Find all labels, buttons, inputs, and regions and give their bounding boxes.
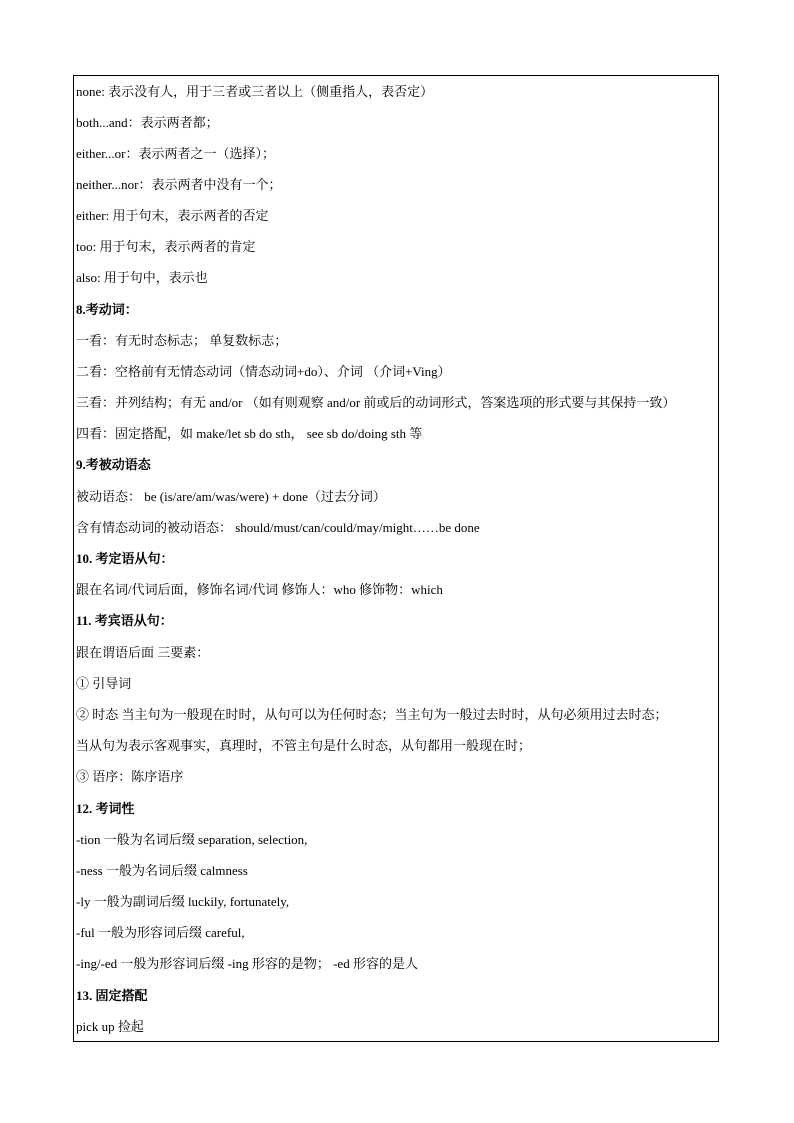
text-line: 当从句为表示客观事实，真理时，不管主句是什么时态，从句都用一般现在时； [76, 738, 532, 753]
text-line: ③ 语序：陈序语序 [76, 769, 184, 784]
text-line: 跟在名词/代词后面，修饰名词/代词 修饰人：who 修饰物：which [76, 582, 443, 597]
section-heading: 12. 考词性 [76, 801, 135, 816]
text-line: 含有情态动词的被动语态： should/must/can/could/may/might……be done [76, 520, 480, 535]
section-heading: 13. 固定搭配 [76, 988, 148, 1003]
text-line: 二看：空格前有无情态动词（情态动词+do）、介词 （介词+Ving） [76, 364, 451, 379]
text-line: -tion 一般为名词后缀 separation, selection, [76, 832, 308, 847]
text-line: -ful 一般为形容词后缀 careful, [76, 925, 245, 940]
text-line: -ly 一般为副词后缀 luckily, fortunately, [76, 894, 290, 909]
text-line: 一看：有无时态标志； 单复数标志； [76, 333, 288, 348]
text-line: -ing/-ed 一般为形容词后缀 -ing 形容的是物； -ed 形容的是人 [76, 956, 418, 971]
text-line: 跟在谓语后面 三要素： [76, 645, 210, 660]
text-line: 四看：固定搭配，如 make/let sb do sth， see sb do/doing sth 等 [76, 426, 423, 441]
text-line: 三看：并列结构；有无 and/or （如有则观察 and/or 前或后的动词形式，答案选项的形式要与其保持一致） [76, 395, 676, 410]
text-line: none: 表示没有人，用于三者或三者以上（侧重指人，表否定） [76, 84, 434, 99]
text-line: either: 用于句末，表示两者的否定 [76, 208, 269, 223]
text-line: 被动语态： be (is/are/am/was/were) + done（过去分词） [76, 489, 386, 504]
text-line: either...or：表示两者之一（选择）； [76, 146, 275, 161]
text-line: neither...nor：表示两者中没有一个； [76, 177, 282, 192]
section-heading: 11. 考宾语从句： [76, 613, 173, 628]
section-heading: 9.考被动语态 [76, 457, 151, 472]
text-line: also: 用于句中，表示也 [76, 270, 208, 285]
section-heading: 10. 考定语从句： [76, 551, 174, 566]
text-line: -ness 一般为名词后缀 calmness [76, 863, 248, 878]
text-line: both...and：表示两者都； [76, 115, 219, 130]
text-line: ① 引导词 [76, 676, 132, 691]
section-heading: 8.考动词： [76, 302, 138, 317]
text-line: too: 用于句末，表示两者的肯定 [76, 239, 256, 254]
text-line: pick up 捡起 [76, 1019, 144, 1034]
text-line: ② 时态 当主句为一般现在时时，从句可以为任何时态；当主句为一般过去时时，从句必须用过去时态； [76, 707, 668, 722]
